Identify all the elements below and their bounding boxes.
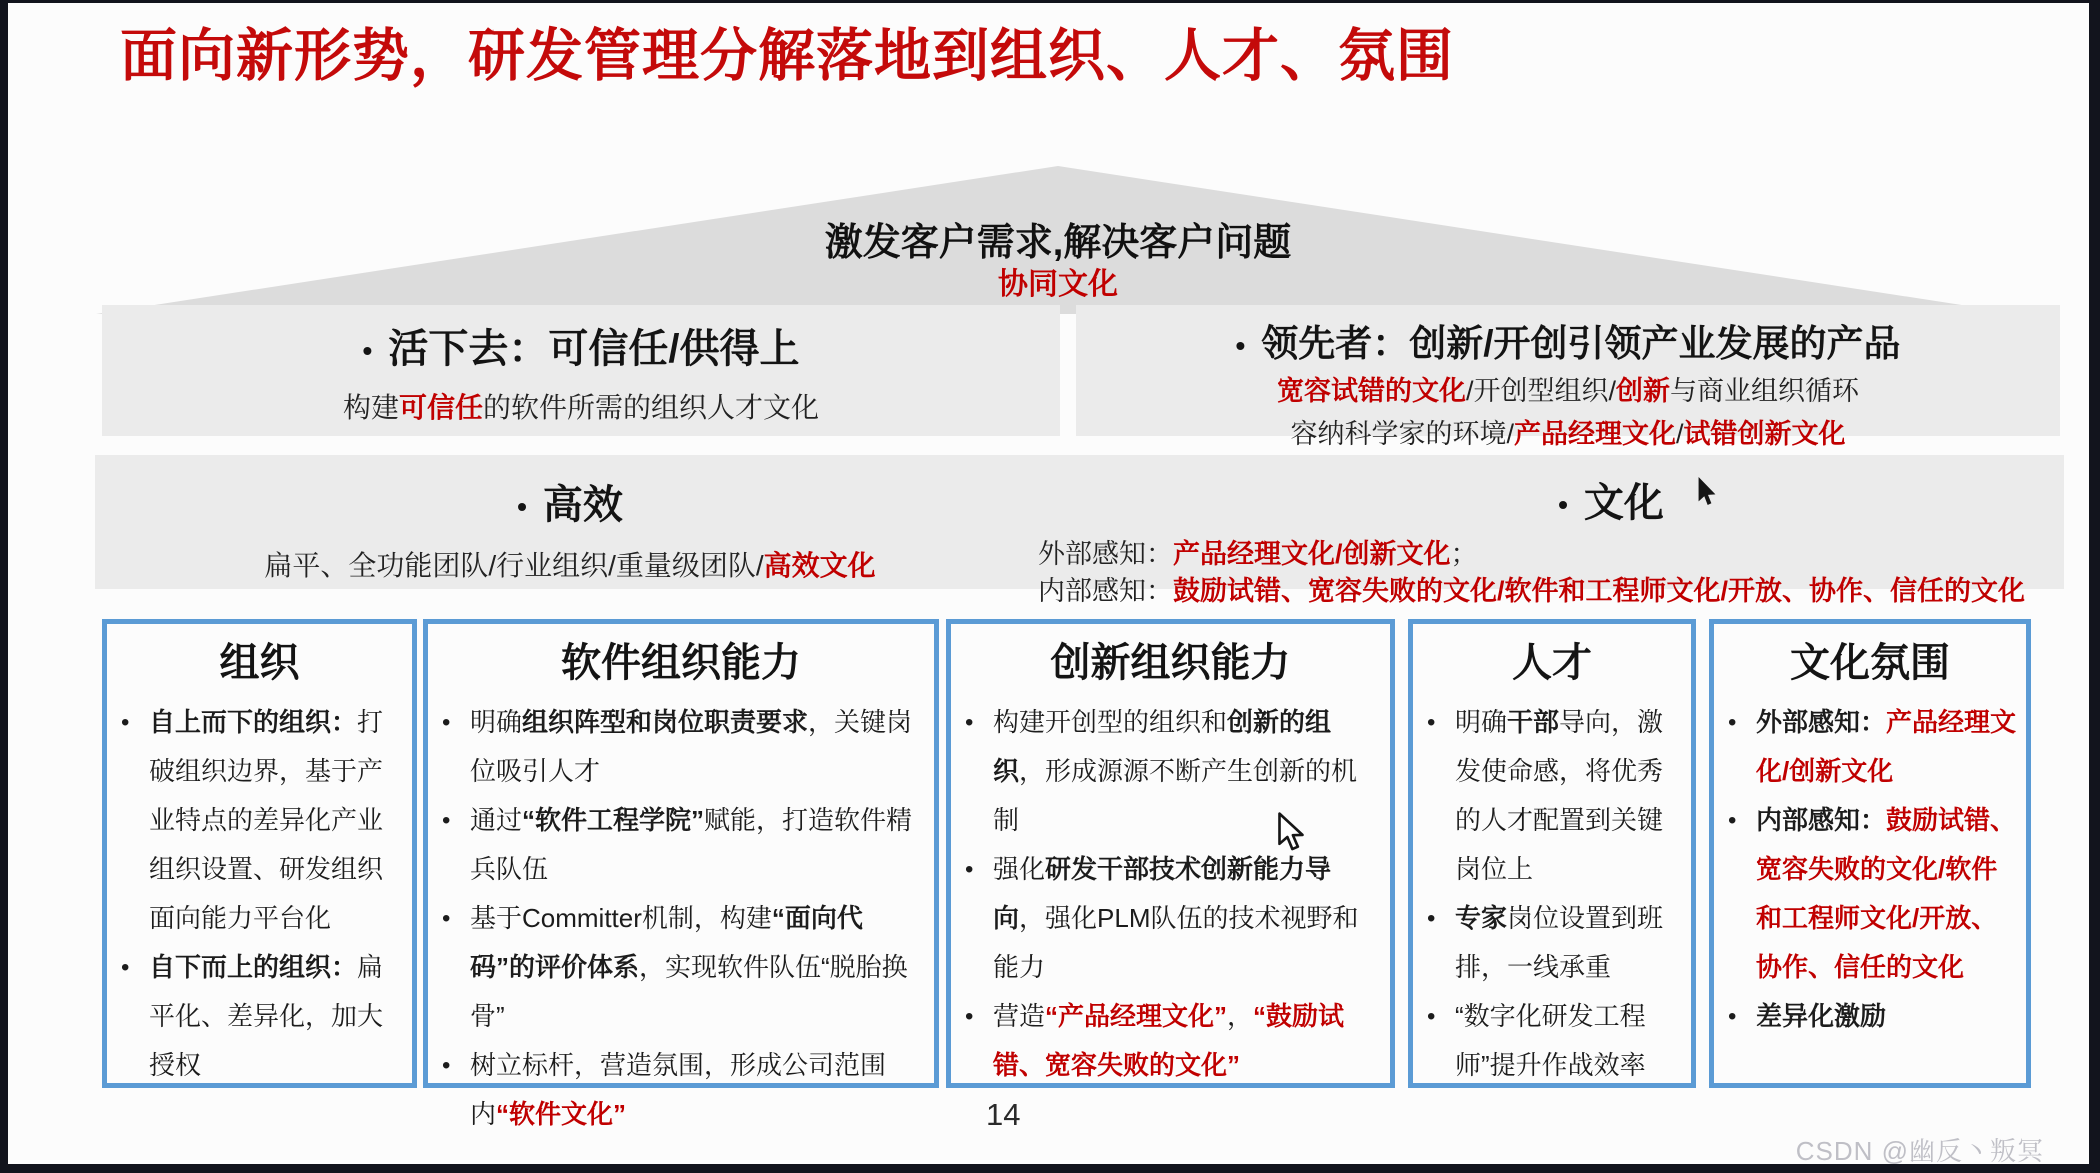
text-segment: “鼓励试错、宽容失败的文化” [993,1001,1345,1080]
list-item [1421,992,1683,1090]
list-item [1421,894,1683,992]
band-leader-heading [1076,305,2060,367]
list-item-text [1756,707,2016,786]
text-segment: “面向代码”的评价体系 [470,903,863,982]
text-segment: 专家 [1455,903,1508,933]
bullet-icon: • [965,1003,974,1030]
band-culture-section [1038,455,2064,610]
text-segment: 创新的组织 [993,707,1332,786]
bullet-icon: • [442,1052,451,1079]
text-segment: 构建 [342,392,399,423]
list-item [436,1041,926,1139]
text-segment: 明确 [470,707,523,737]
bullet-icon: • [442,807,451,834]
text-segment: 导向，激发使命感，将优秀的人才配置到关键岗位上 [1455,707,1664,884]
bullet-icon: • [1235,330,1246,362]
text-segment: 差异化激励 [1756,1001,1887,1031]
band-leader-heading-text: 领先者：创新/开创引领产业发展的产品 [1261,323,1901,364]
bullet-icon: • [1728,709,1737,736]
band-efficiency-heading [95,455,1045,530]
list-item [959,992,1382,1090]
text-segment: 扁平化、差异化，加大授权 [149,952,384,1080]
card-organization-title: 组织 [219,641,300,685]
text-segment: 组织阵型和岗位职责要求 [522,707,809,737]
band-culture-heading-text: 文化 [1583,481,1664,525]
text-segment: 扁平、全功能团队/行业组织/重量级团队/ [264,550,764,581]
text-segment: ，实现软件队伍“脱胎换骨” [470,952,908,1031]
bullet-icon: • [121,954,130,981]
list-item [115,943,404,1090]
card-talent [1408,619,1696,1088]
band-efficiency-culture [95,455,2064,606]
list-item-text [993,854,1358,982]
text-segment: 自上而下的组织： [149,707,358,737]
band-survive-heading [102,305,1060,374]
list-item [959,698,1382,845]
text-segment: 强化 [993,854,1046,884]
list-item-text [1756,805,2016,982]
band-culture-internal-line [1038,573,2064,610]
bullet-icon: • [965,856,974,883]
text-segment: 产品经理文化/创新文化 [1173,539,1451,569]
text-segment: 干部 [1507,707,1560,737]
card-talent-list [1421,698,1683,1090]
text-segment: ，关键岗位吸引人才 [470,707,913,786]
text-segment: ； [1450,539,1478,569]
text-segment: “软件文化” [496,1099,627,1129]
text-segment: 通过 [470,805,523,835]
list-item-text [149,952,383,1080]
card-software-capability-title: 软件组织能力 [561,641,801,685]
bullet-icon: • [1427,709,1436,736]
pyramid-subheading: 协同文化 [998,268,1118,301]
text-segment: 与商业组织循环 [1670,376,1859,406]
card-software-capability-list [436,698,926,1139]
band-survive-heading-text: 活下去：可信任/供得上 [388,327,800,371]
page-number: 14 [986,1097,1021,1132]
bullet-icon: • [517,491,527,523]
list-item-text [1455,903,1663,982]
band-culture-external-line [1038,536,2064,573]
card-organization [102,619,417,1088]
band-survive [102,305,1060,436]
bullet-icon: • [442,905,451,932]
bullet-icon: • [1558,489,1568,521]
list-item-text [470,707,912,786]
bullet-icon: • [965,709,974,736]
card-culture-atmosphere [1709,619,2031,1088]
page-title: 面向新形势，研发管理分解落地到组织、人才、氛围 [120,24,1454,88]
list-item [1722,992,2018,1041]
mouse-cursor-icon [1696,477,1718,509]
list-item-text [470,903,908,1031]
text-segment: “数字化研发工程师”提升作战效率 [1455,1001,1646,1080]
card-culture-atmosphere-list [1722,698,2018,1041]
text-segment: 基于Committer机制，构建 [470,903,772,933]
list-item [959,845,1382,992]
text-segment: 产品经理文化/创新文化 [1756,707,2017,786]
list-item [436,894,926,1041]
card-culture-atmosphere-title: 文化氛围 [1790,641,1950,685]
list-item-text [149,707,383,933]
text-segment: ， [1227,1001,1254,1031]
text-segment: 树立标杆，营造氛围，形成公司范围内 [470,1050,887,1129]
bullet-icon: • [442,709,451,736]
band-leader-subtext-line2 [1076,416,2060,453]
text-segment: 试错创新文化 [1683,419,1846,449]
bullet-icon: • [1728,1003,1737,1030]
bullet-icon: • [1728,807,1737,834]
card-innovation-capability-list [959,698,1382,1090]
mouse-cursor-icon [1274,811,1306,853]
text-segment: 鼓励试错、宽容失败的文化/软件和工程师文化/开放、协作、信任的文化 [1173,576,2026,606]
list-item [1421,698,1683,894]
list-item-text [1455,1001,1646,1080]
text-segment: 研发干部技术创新能力导向 [993,854,1332,933]
card-talent-title: 人才 [1512,641,1592,685]
slide-canvas [8,3,2089,1164]
card-innovation-capability [946,619,1395,1088]
bullet-icon: • [121,709,130,736]
list-item-text [993,1001,1344,1080]
list-item-text [470,1050,886,1129]
card-innovation-capability-title: 创新组织能力 [1050,641,1291,685]
band-leader-subtext-line1 [1076,373,2060,410]
text-segment: / [1676,419,1684,449]
text-segment: 明确 [1455,707,1508,737]
card-software-capability [423,619,939,1129]
text-segment: ，形成源源不断产生创新的机制 [993,756,1358,835]
bullet-icon: • [1427,1003,1436,1030]
text-segment: /开创型组织/ [1465,376,1616,406]
text-segment: 产品经理文化 [1514,419,1676,449]
list-item [436,796,926,894]
text-segment: 自下而上的组织： [149,952,358,982]
list-item [1722,796,2018,992]
text-segment: “软件工程学院” [522,805,705,835]
card-organization-list [115,698,404,1090]
band-culture-heading [1038,455,2064,528]
band-efficiency-subtext [95,544,1045,584]
text-segment: 可信任 [398,392,483,423]
text-segment: 容纳科学家的环境/ [1290,419,1514,449]
text-segment: “产品经理文化” [1045,1001,1228,1031]
bullet-icon: • [362,335,373,367]
text-segment: 创新 [1616,376,1670,406]
list-item-text [1756,1001,1886,1031]
list-item [1722,698,2018,796]
text-segment: 的软件所需的组织人才文化 [483,392,820,423]
pyramid-heading: 激发客户需求,解决客户问题 [824,222,1292,264]
band-efficiency-section [95,455,1045,584]
list-item-text [1455,707,1663,884]
bullet-icon: • [1427,905,1436,932]
text-segment: 内部感知： [1756,805,1887,835]
list-item-text [470,805,912,884]
text-segment: 外部感知： [1038,539,1173,569]
text-segment: 岗位设置到班排，一线承重 [1455,903,1664,982]
text-segment: 内部感知： [1038,576,1173,606]
text-segment: 赋能，打造软件精兵队伍 [470,805,913,884]
text-segment: ，强化PLM队伍的技术视野和能力 [993,903,1359,982]
watermark: CSDN @幽反丶叛冥 [1795,1136,2044,1164]
text-segment: 外部感知： [1756,707,1887,737]
text-segment: 构建开创型的组织和 [993,707,1228,737]
text-segment: 营造 [993,1001,1046,1031]
band-survive-subtext [102,386,1060,426]
band-efficiency-heading-text: 高效 [542,483,623,527]
text-segment: 高效文化 [763,550,876,581]
text-segment: 鼓励试错、宽容失败的文化/软件和工程师文化/开放、协作、信任的文化 [1756,805,2017,982]
text-segment: 宽容试错的文化 [1276,376,1466,406]
list-item [436,698,926,796]
band-leader [1076,305,2060,449]
text-segment: 打破组织边界，基于产业特点的差异化产业组织设置、研发组织面向能力平台化 [149,707,384,933]
list-item [115,698,404,943]
